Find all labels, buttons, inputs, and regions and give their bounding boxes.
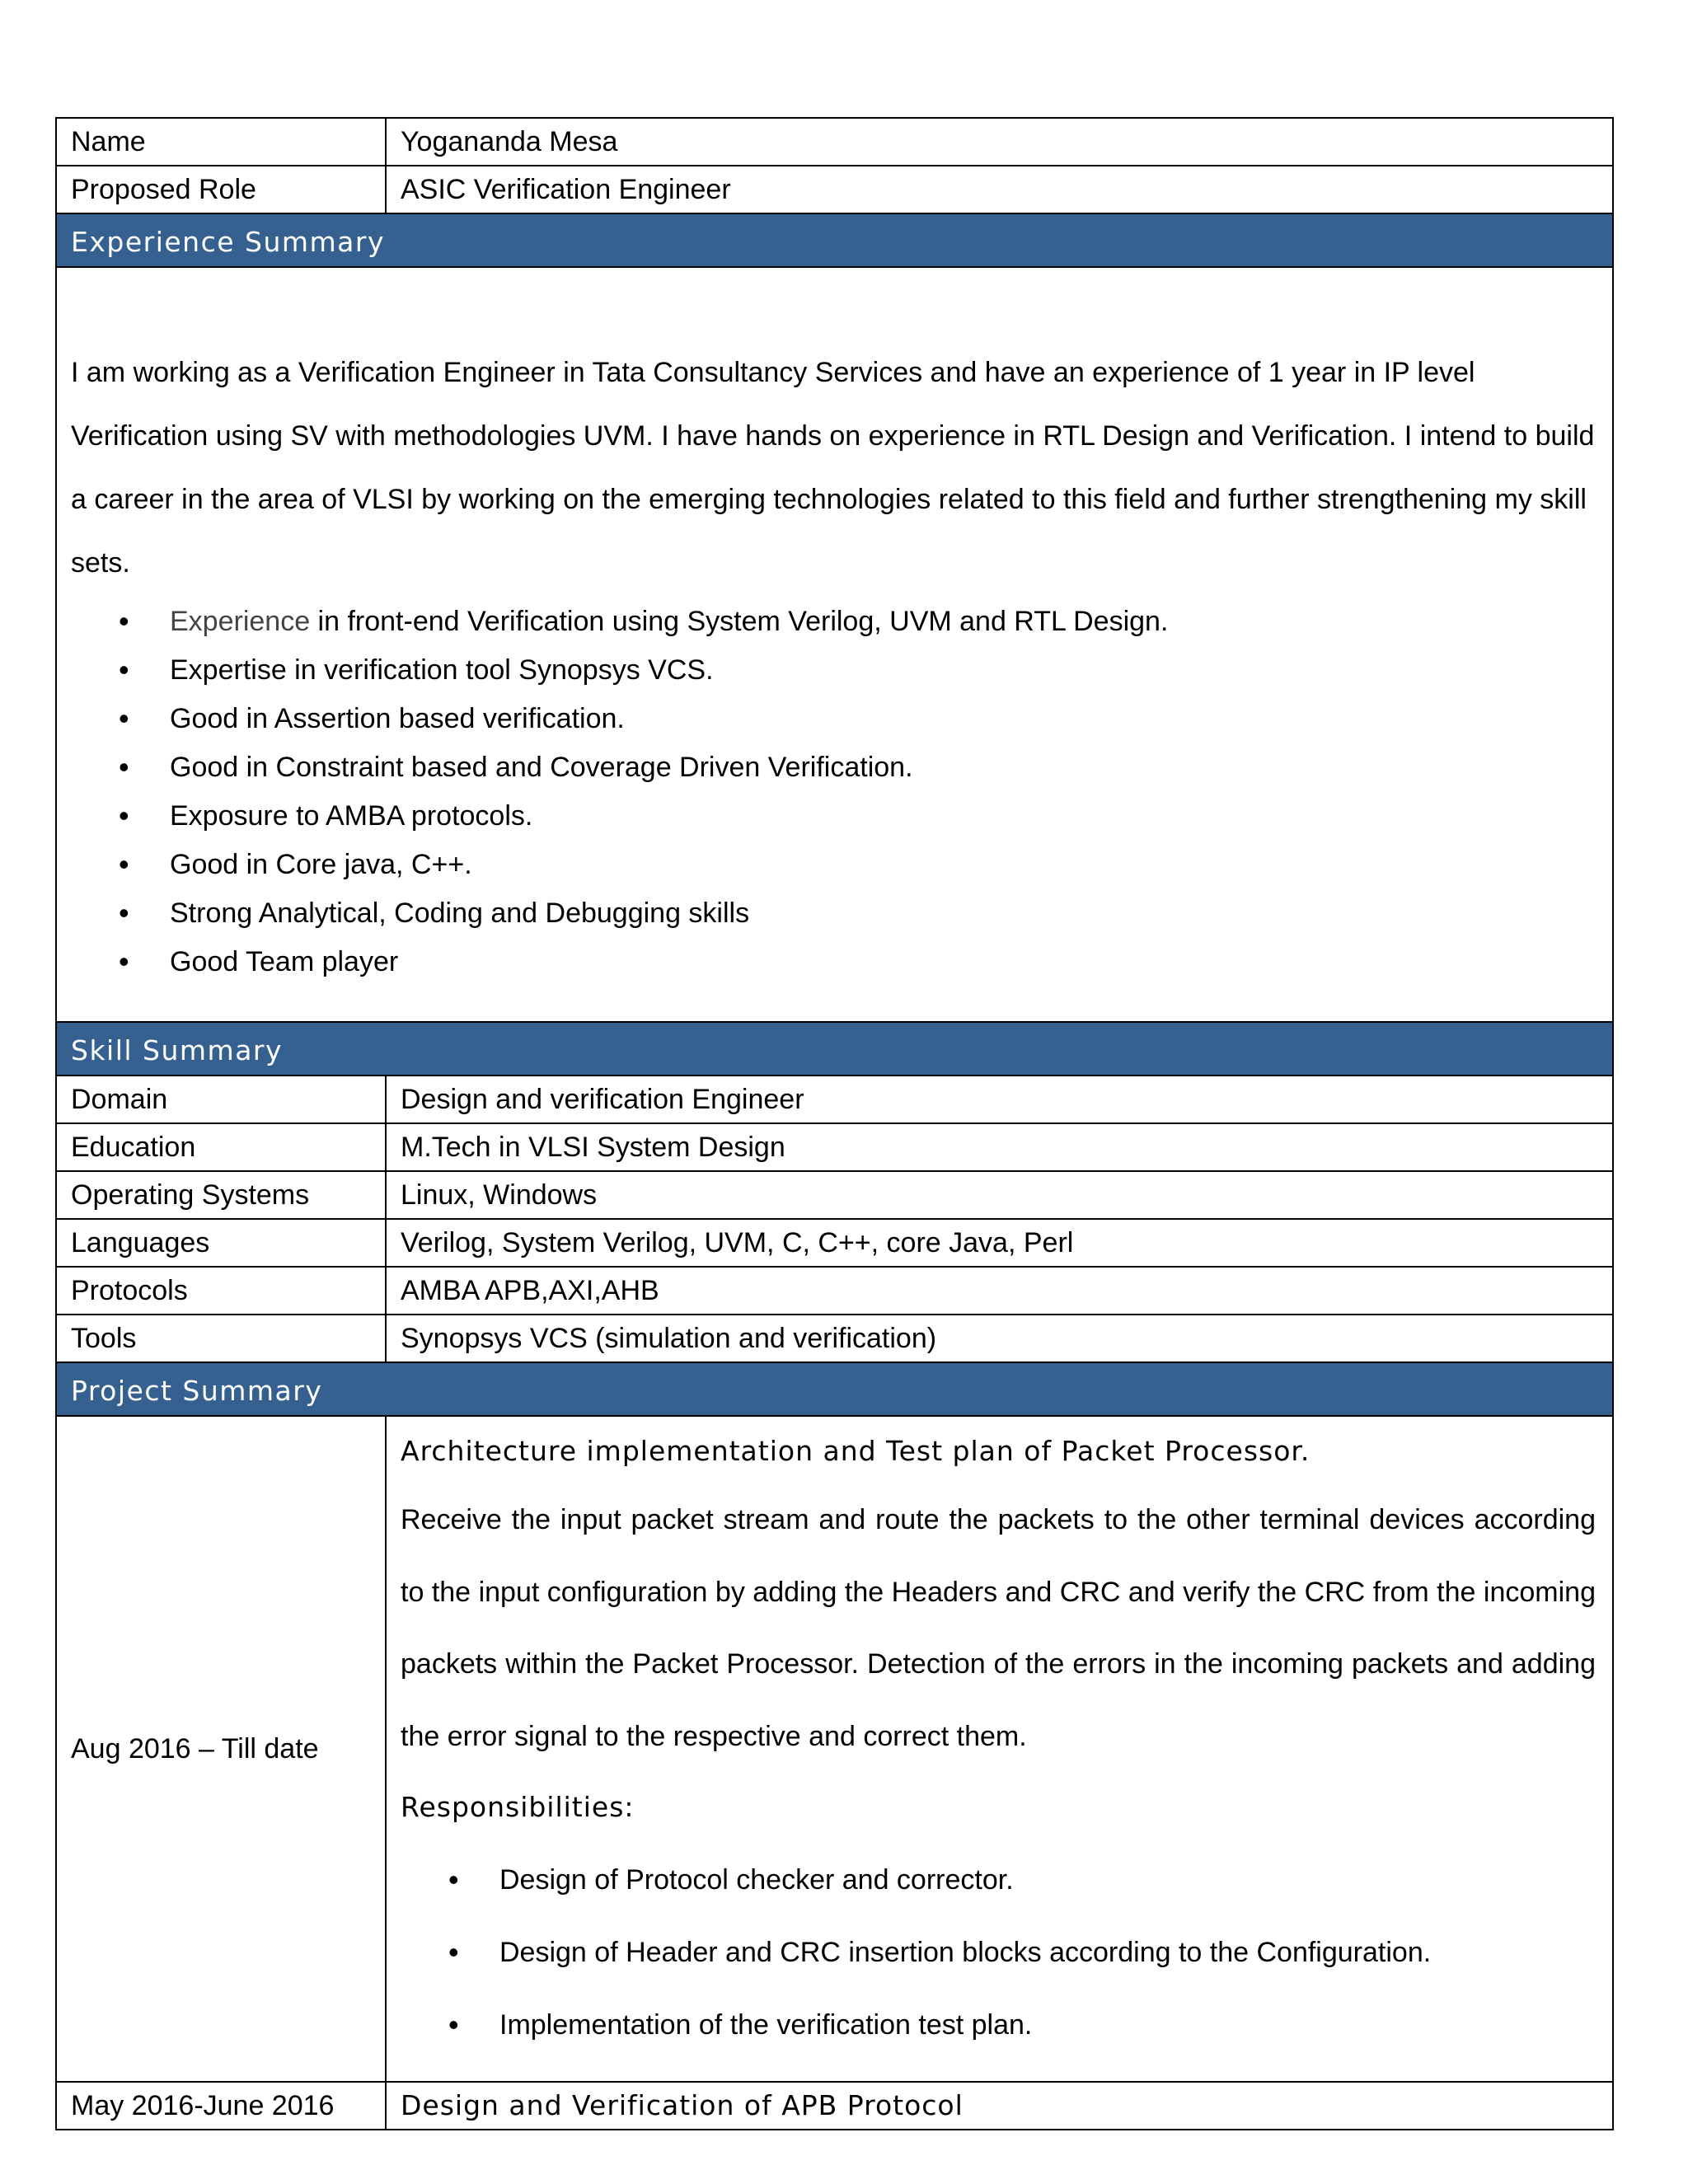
skill-label: Operating Systems xyxy=(56,1171,386,1219)
table-row xyxy=(56,1171,1613,1219)
skill-value: Design and verification Engineer xyxy=(386,1076,1613,1123)
project-details xyxy=(386,1416,1613,2082)
name-row xyxy=(56,118,1613,166)
list-item: • Expertise in verification tool Synopsys VCS. xyxy=(170,654,1596,702)
skill-value: Synopsys VCS (simulation and verification) xyxy=(386,1315,1613,1362)
project-row xyxy=(56,1416,1613,2082)
list-item: • Good in Core java, C++. xyxy=(170,848,1596,897)
role-label: Proposed Role xyxy=(56,166,386,213)
skill-label: Languages xyxy=(56,1219,386,1267)
experience-paragraph: I am working as a Verification Engineer in Tata Consultancy Services and have an experience of 1 year in IP level Verification using SV with methodologies UVM. I have hands on experience in RTL Design and Verification. I intend to build a career in the area of VLSI by working on the emerging technologies related to this field and further strengthening my skill sets. xyxy=(71,357,1595,579)
skill-heading-row xyxy=(56,1022,1613,1076)
project-heading-row xyxy=(56,1362,1613,1416)
skill-value: Linux, Windows xyxy=(386,1171,1613,1219)
skill-summary-heading: Skill Summary xyxy=(56,1022,1613,1076)
list-item: • Good Team player xyxy=(170,945,1596,994)
project-description: Receive the input packet stream and route the packets to the other terminal devices according to the input configuration by adding the Headers and CRC and verify the CRC from the incoming packets within the Packet Processor. Detection of the errors in the incoming packets and adding the error signal to the respective and correct them. xyxy=(401,1504,1596,1752)
role-value: ASIC Verification Engineer xyxy=(386,166,1613,213)
list-item: • Strong Analytical, Coding and Debugging skills xyxy=(170,897,1596,945)
experience-body-row xyxy=(56,267,1613,1022)
skill-value: AMBA APB,AXI,AHB xyxy=(386,1267,1613,1315)
experience-summary-heading: Experience Summary xyxy=(56,213,1613,267)
skill-value: M.Tech in VLSI System Design xyxy=(386,1123,1613,1171)
project-row xyxy=(56,2082,1613,2130)
list-item: • Design of Header and CRC insertion blocks according to the Configuration. xyxy=(499,1936,1596,2008)
skill-label: Tools xyxy=(56,1315,386,1362)
table-row xyxy=(56,1076,1613,1123)
list-item: • Implementation of the verification test plan. xyxy=(499,2008,1596,2081)
skill-label: Domain xyxy=(56,1076,386,1123)
experience-summary-body xyxy=(56,267,1613,1022)
list-item: • Good in Assertion based verification. xyxy=(170,702,1596,751)
project-period: May 2016-June 2016 xyxy=(56,2082,386,2130)
project-summary-heading: Project Summary xyxy=(56,1362,1613,1416)
experience-bullet-list xyxy=(71,605,1596,994)
responsibilities-list xyxy=(401,1863,1596,2081)
bullet-lead-word: Experience xyxy=(170,606,311,637)
list-item xyxy=(170,605,1596,654)
name-value: Yogananda Mesa xyxy=(386,118,1613,166)
table-row xyxy=(56,1219,1613,1267)
table-row xyxy=(56,1315,1613,1362)
project-period: Aug 2016 – Till date xyxy=(56,1416,386,2082)
skill-value: Verilog, System Verilog, UVM, C, C++, core Java, Perl xyxy=(386,1219,1613,1267)
project-title: Architecture implementation and Test plan of Packet Processor. xyxy=(401,1435,1311,1467)
bullet-text: in front-end Verification using System Verilog, UVM and RTL Design. xyxy=(310,606,1169,637)
name-label: Name xyxy=(56,118,386,166)
skill-label: Education xyxy=(56,1123,386,1171)
table-row xyxy=(56,1267,1613,1315)
skill-label: Protocols xyxy=(56,1267,386,1315)
experience-heading-row xyxy=(56,213,1613,267)
role-row xyxy=(56,166,1613,213)
project-title-text: Design and Verification of APB Protocol xyxy=(401,2089,964,2121)
table-row xyxy=(56,1123,1613,1171)
list-item: • Exposure to AMBA protocols. xyxy=(170,799,1596,848)
responsibilities-heading: Responsibilities: xyxy=(401,1791,635,1823)
resume-table xyxy=(55,117,1614,2130)
project-title xyxy=(386,2082,1613,2130)
list-item: • Good in Constraint based and Coverage Driven Verification. xyxy=(170,751,1596,799)
list-item: • Design of Protocol checker and corrector. xyxy=(499,1863,1596,1936)
